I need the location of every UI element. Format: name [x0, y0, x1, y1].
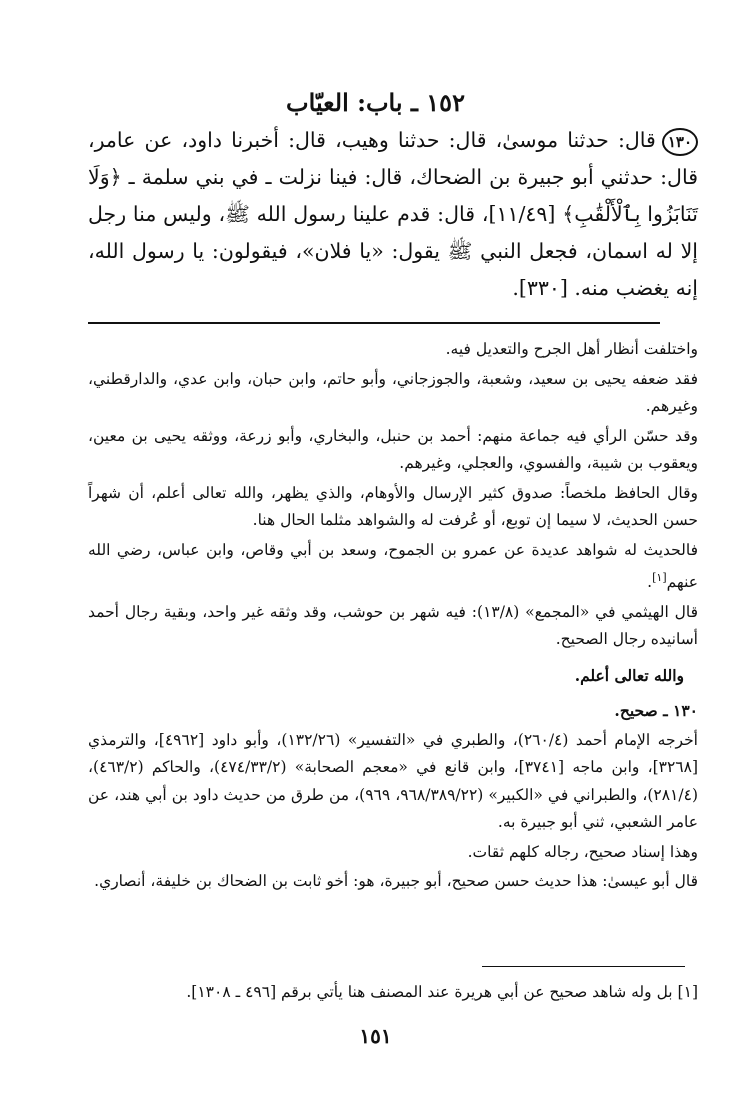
haythami-paragraph: قال الهيثمي في «المجمع» (١٣/٨): فيه شهر بن حوشب، وقد وثقه غير واحد، وبقية رجال أحمد أسانيده رجال الصحيح. [88, 602, 698, 649]
hadith-text: قال: حدثنا موسىٰ، قال: حدثنا وهيب، قال: أخبرنا داود، عن عامر، قال: حدثني أبو جبيرة بن الضحاك، قال: فينا نزلت ـ في بني سلمة ـ ﴿وَلَا تَنَابَزُوا بِٱلْأَلْقَٰبِ﴾ [١١/٤٩]، قال: قدم علينا رسول الله ﷺ، وليس منا رجل إلا له اسمان، فجعل النبي ﷺ يقول: «يا فلان»، فيقولون: يا رسول الله، إنه يغضب منه. [٣٣٠]. [88, 128, 698, 300]
support-text: فالحديث له شواهد عديدة عن عمرو بن الجموح، وسعد بن أبي وقاص، وابن عباس، رضي الله عنهم [88, 540, 699, 592]
support-paragraph [88, 537, 698, 597]
commentary-block [88, 336, 698, 898]
section-divider [88, 322, 660, 324]
page-number: ١٥١ [359, 1024, 392, 1048]
hadith-paragraph [88, 122, 698, 307]
footnote-divider [482, 966, 685, 967]
note-paragraph: وقد حسّن الرأي فيه جماعة منهم: أحمد بن حنبل، والبخاري، وأبو زرعة، ووثقه يحيى بن معين، ويعقوب بن شيبة، والفسوي، والعجلي، وغيرهم. [88, 426, 698, 472]
hadith-grade: ١٣٠ ـ صحيح. [614, 701, 698, 721]
hadith-number: ١٣٠ [662, 128, 698, 156]
takhrij-paragraph: وهذا إسناد صحيح، رجاله كلهم ثقات. [467, 842, 698, 861]
note-paragraph: واختلفت أنظار أهل الجرح والتعديل فيه. [445, 340, 698, 358]
takhrij-paragraph: قال أبو عيسىٰ: هذا حديث حسن صحيح، أبو جبيرة، هو: أخو ثابت بن الضحاك بن خليفة، أنصاري. [94, 872, 698, 891]
note-paragraph: فقد ضعفه يحيى بن سعيد، وشعبة، والجوزجاني، وأبو حاتم، وابن حبان، وابن عدي، والدارقطني، وغيرهم. [88, 369, 698, 415]
main-text [88, 122, 698, 307]
closing-phrase: والله تعالى أعلم. [574, 665, 684, 685]
footnote: [١] بل وله شاهد صحيح عن أبي هريرة عند المصنف هنا يأتي برقم [٤٩٦ ـ ١٣٠٨]. [186, 983, 698, 1001]
footnote-marker: [١] [652, 571, 667, 584]
chapter-heading: ١٥٢ ـ باب: العيّاب [286, 88, 465, 117]
support-end: . [647, 573, 653, 592]
note-paragraph: وقال الحافظ ملخصاً: صدوق كثير الإرسال والأوهام، والذي يظهر، والله تعالى أعلم، أن شهراً حسن الحديث، لا سيما إن توبع، أو عُرفت له والشواهد مثلما الحال هنا. [88, 483, 698, 529]
takhrij-paragraph: أخرجه الإمام أحمد (٢٦٠/٤)، والطبري في «التفسير» (١٣٢/٢٦)، وأبو داود [٤٩٦٢]، والترمذي [٣٢٦٨]، وابن ماجه [٣٧٤١]، وابن قانع في «معجم الصحابة» (٤٧٤/٣٣/٢)، والحاكم (٤٦٣/٢)، (٢٨١/٤)، والطبراني في «الكبير» (٩٦٨/٣٨٩/٢٢، ٩٦٩)، من طرق من حديث داود بن أبي هند، عن عامر الشعبي، ثني أبو جبيرة به. [88, 730, 699, 832]
